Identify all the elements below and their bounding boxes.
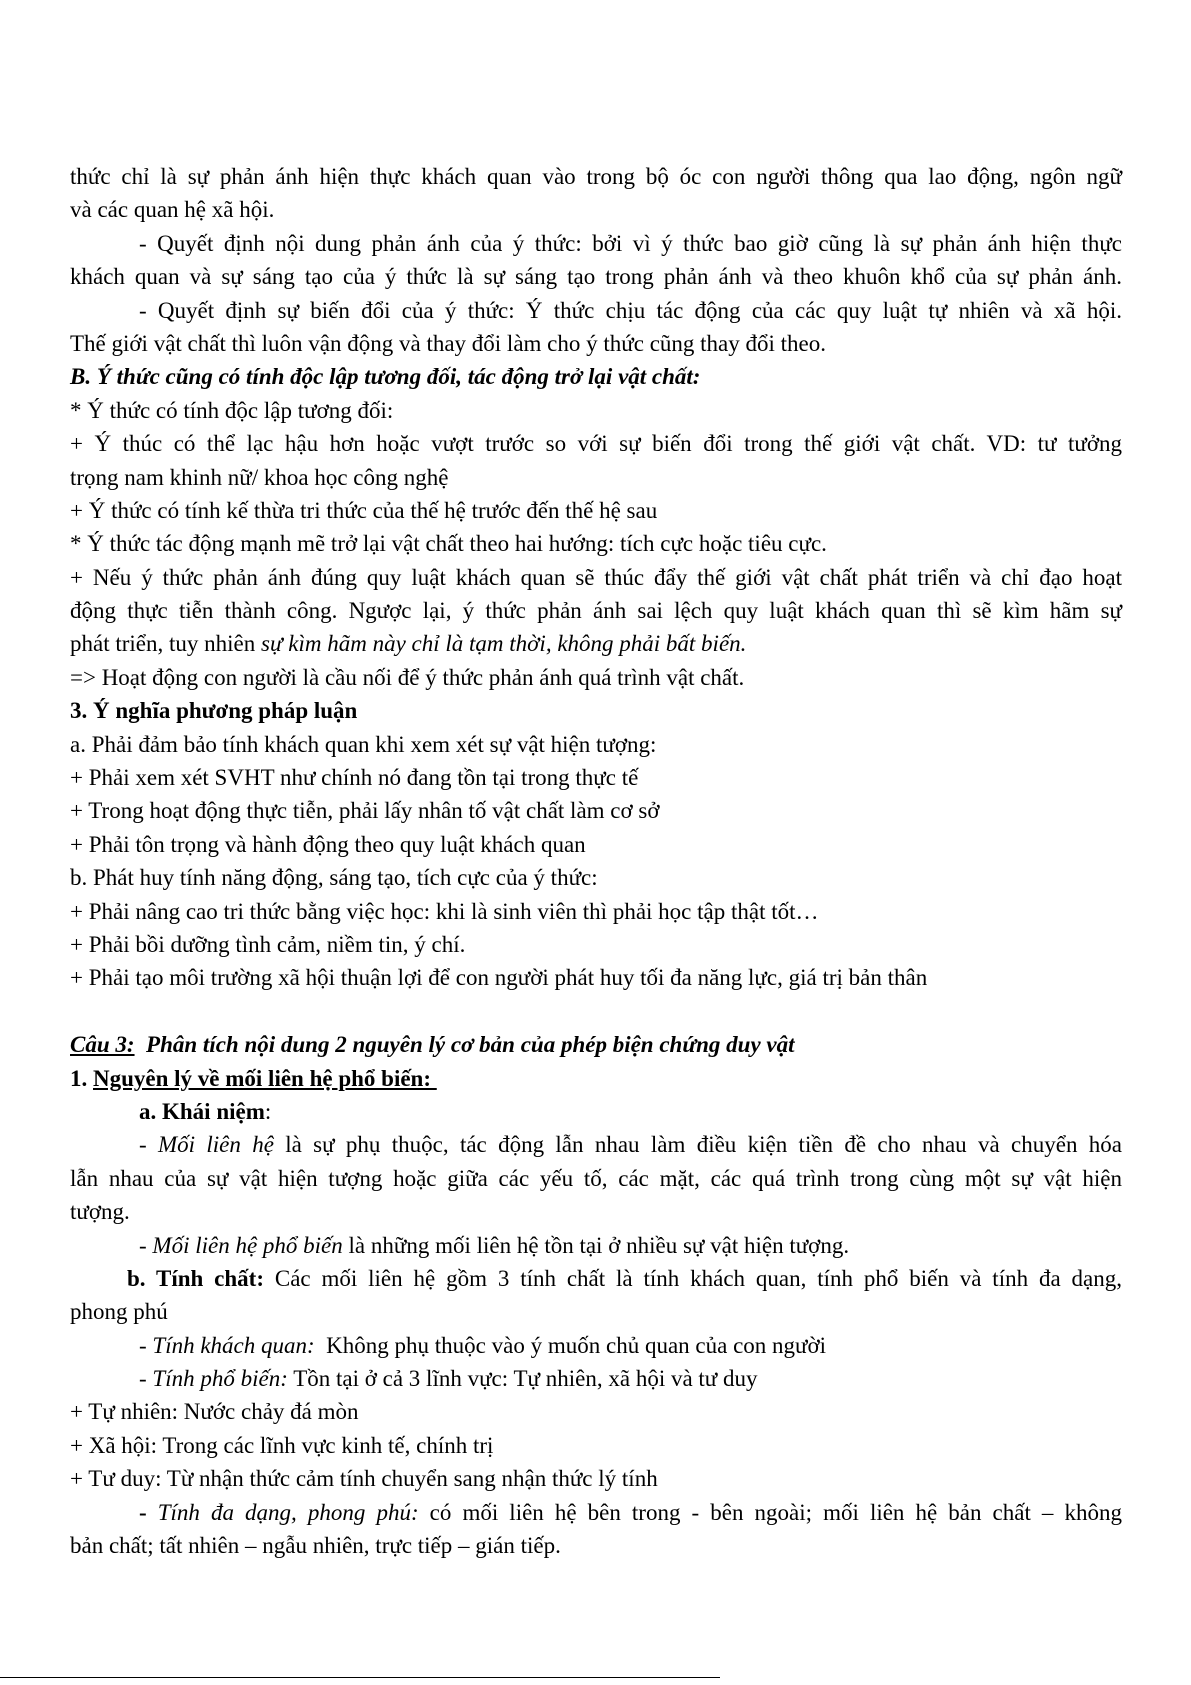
text-run: - bbox=[139, 1132, 158, 1158]
text-run: Các mối liên hệ gồm 3 tính chất là tính khách quan, tính phổ biến và tính đa dạng, bbox=[264, 1265, 1122, 1291]
text-run: là những mối liên hệ tồn tại ở nhiều sự vật hiện tượng. bbox=[342, 1232, 850, 1258]
text-run: có mối liên hệ bên trong - bên ngoài; mối liên hệ bản chất – không bbox=[418, 1499, 1122, 1525]
term: - Tính khách quan: bbox=[139, 1332, 315, 1358]
paragraph-line bbox=[70, 1262, 1122, 1295]
document-body bbox=[70, 160, 1122, 1562]
paragraph-line: lẫn nhau của sự vật hiện tượng hoặc giữa các yếu tố, các mặt, các quá trình trong cùng một sự vật hiện bbox=[70, 1165, 1122, 1191]
list-item: + Phải tôn trọng và hành động theo quy luật khách quan bbox=[70, 831, 586, 857]
text-run: - bbox=[139, 1499, 158, 1525]
paragraph-line: phong phú bbox=[70, 1299, 168, 1325]
heading-title: Nguyên lý về mối liên hệ phổ biến: bbox=[93, 1065, 437, 1091]
paragraph-line bbox=[70, 1128, 1122, 1161]
italic-text-run: sự kìm hãm này chỉ là tạm thời, không phải bất biến. bbox=[261, 631, 747, 657]
list-item: + Phải nâng cao tri thức bằng việc học: khi là sinh viên thì phải học tập thật tốt… bbox=[70, 898, 819, 924]
paragraph-line: động thực tiễn thành công. Ngược lại, ý thức phản ánh sai lệch quy luật khách quan thì sẽ kìm hãm sự bbox=[70, 598, 1122, 624]
paragraph-line bbox=[70, 1329, 1122, 1362]
list-item: + Phải bồi dưỡng tình cảm, niềm tin, ý chí. bbox=[70, 931, 466, 957]
text-run: phát triển, tuy nhiên bbox=[70, 631, 261, 657]
paragraph-line: + Nếu ý thức phản ánh đúng quy luật khách quan sẽ thúc đẩy thế giới vật chất phát triển và chỉ đạo hoạt bbox=[70, 564, 1122, 590]
paragraph-line: Thế giới vật chất thì luôn vận động và thay đổi làm cho ý thức cũng thay đổi theo. bbox=[70, 330, 826, 356]
subheading-label: a. Khái niệm bbox=[139, 1098, 265, 1124]
subheading-label: b. Tính chất: bbox=[127, 1265, 264, 1291]
blank-line bbox=[70, 995, 1122, 1028]
text-run: Không phụ thuộc vào ý muốn chủ quan của con người bbox=[314, 1332, 827, 1358]
subheading-colon: : bbox=[264, 1098, 272, 1124]
paragraph-line: * Ý thức tác động mạnh mẽ trở lại vật chất theo hai hướng: tích cực hoặc tiêu cực. bbox=[70, 531, 827, 557]
text-run: Tồn tại ở cả 3 lĩnh vực: Tự nhiên, xã hội và tư duy bbox=[287, 1366, 758, 1392]
list-item: + Trong hoạt động thực tiễn, phải lấy nhân tố vật chất làm cơ sở bbox=[70, 798, 660, 824]
section-b-heading: B. Ý thức cũng có tính độc lập tương đối, tác động trở lại vật chất: bbox=[70, 364, 701, 390]
paragraph-line: trọng nam khinh nữ/ khoa học công nghệ bbox=[70, 464, 449, 490]
term: Mối liên hệ bbox=[158, 1132, 274, 1158]
paragraph-line: và các quan hệ xã hội. bbox=[70, 197, 275, 223]
paragraph-line: bản chất; tất nhiên – ngẫu nhiên, trực tiếp – gián tiếp. bbox=[70, 1533, 561, 1559]
paragraph-line: a. Phải đảm bảo tính khách quan khi xem xét sự vật hiện tượng: bbox=[70, 731, 657, 757]
heading-number: 1. bbox=[70, 1065, 93, 1091]
paragraph-line: tượng. bbox=[70, 1199, 130, 1225]
text-run: - bbox=[139, 1232, 153, 1258]
paragraph-line: => Hoạt động con người là cầu nối để ý thức phản ánh quá trình vật chất. bbox=[70, 664, 745, 690]
list-item: + Phải xem xét SVHT như chính nó đang tồn tại trong thực tế bbox=[70, 765, 639, 791]
text-run: là sự phụ thuộc, tác động lẫn nhau làm điều kiện tiền đề cho nhau và chuyển hóa bbox=[273, 1132, 1122, 1158]
term: Tính đa dạng, phong phú: bbox=[157, 1499, 419, 1525]
question-3-heading bbox=[70, 1028, 1122, 1061]
question-title: Phân tích nội dung 2 nguyên lý cơ bản của phép biện chứng duy vật bbox=[134, 1032, 795, 1058]
list-item: + Xã hội: Trong các lĩnh vực kinh tế, chính trị bbox=[70, 1432, 494, 1458]
term: Mối liên hệ phổ biến bbox=[152, 1232, 343, 1258]
paragraph-line bbox=[70, 627, 1122, 660]
paragraph-line bbox=[70, 1496, 1122, 1529]
section-3-heading: 3. Ý nghĩa phương pháp luận bbox=[70, 698, 358, 724]
paragraph-line bbox=[70, 1362, 1122, 1395]
term: - Tính phổ biến: bbox=[139, 1366, 288, 1392]
paragraph-line: * Ý thức có tính độc lập tương đối: bbox=[70, 397, 394, 423]
list-item: + Tự nhiên: Nước chảy đá mòn bbox=[70, 1399, 359, 1425]
paragraph-line: - Quyết định sự biến đổi của ý thức: Ý thức chịu tác động của các quy luật tự nhiên và xã hội. bbox=[139, 297, 1122, 323]
list-item: + Phải tạo môi trường xã hội thuận lợi để con người phát huy tối đa năng lực, giá trị bản thân bbox=[70, 965, 928, 991]
question-label: Câu 3: bbox=[70, 1032, 135, 1058]
paragraph-line: + Ý thúc có thể lạc hậu hơn hoặc vượt trước so với sự biến đổi trong thế giới vật chất. VD: tư tưởng bbox=[70, 431, 1122, 457]
paragraph-line: b. Phát huy tính năng động, sáng tạo, tích cực của ý thức: bbox=[70, 865, 598, 891]
paragraph-line: - Quyết định nội dung phản ánh của ý thức: bởi vì ý thức bao giờ cũng là sự phản ánh hiện thực bbox=[139, 230, 1122, 256]
paragraph-line bbox=[70, 1229, 1122, 1262]
principle-1-heading bbox=[70, 1062, 1122, 1095]
footer-rule bbox=[0, 1677, 720, 1678]
paragraph-line: thức chỉ là sự phản ánh hiện thực khách quan vào trong bộ óc con người thông qua lao động, ngôn ngữ bbox=[70, 164, 1122, 189]
paragraph-line: + Ý thức có tính kế thừa tri thức của thế hệ trước đến thế hệ sau bbox=[70, 497, 658, 523]
subheading-a bbox=[70, 1095, 1122, 1128]
list-item: + Tư duy: Từ nhận thức cảm tính chuyển sang nhận thức lý tính bbox=[70, 1466, 658, 1492]
paragraph-line: khách quan và sự sáng tạo của ý thức là sự sáng tạo trong phản ánh và theo khuôn khổ của sự phản ánh. bbox=[70, 264, 1122, 290]
